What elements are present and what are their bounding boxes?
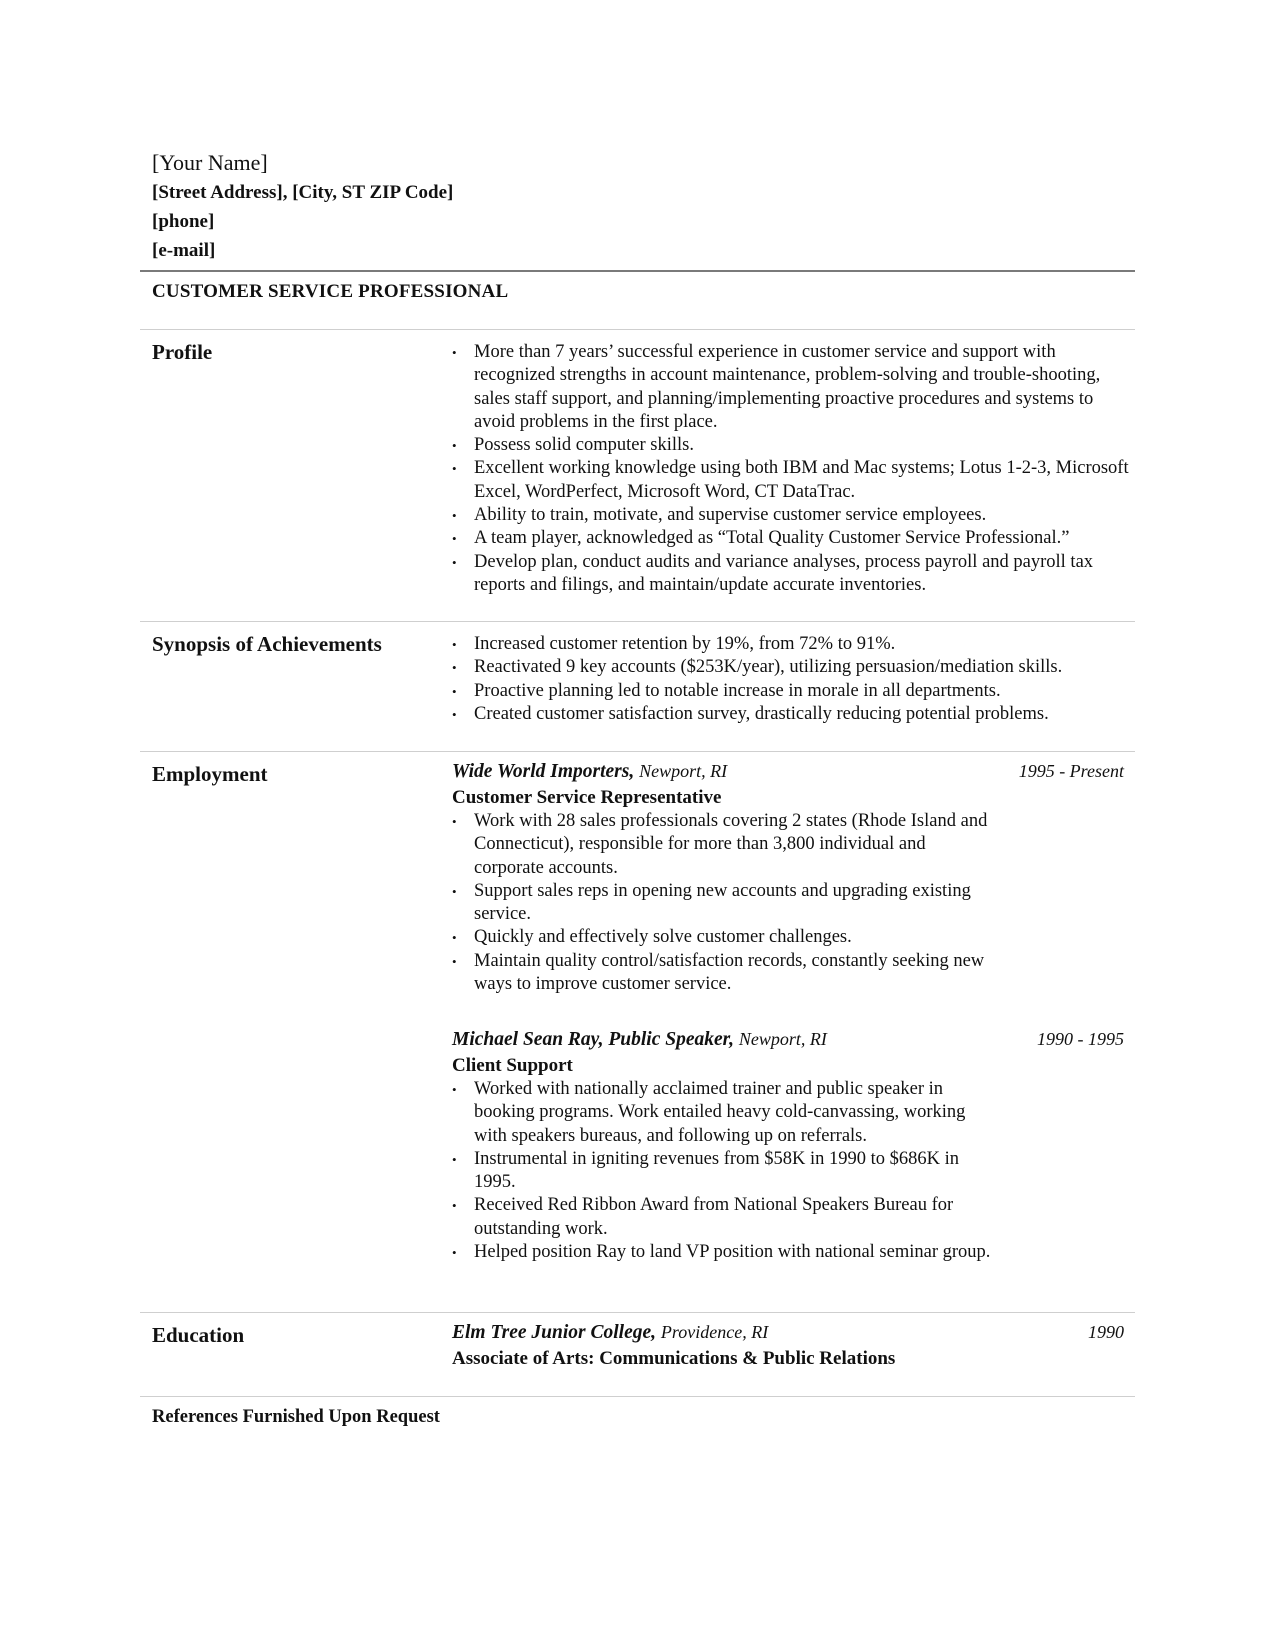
employment-dates: 1995 - Present <box>1018 761 1124 781</box>
list-item: • Increased customer retention by 19%, from 72% to 91%. <box>452 633 1132 656</box>
employer-name: Michael Sean Ray, Public Speaker, <box>452 1029 735 1050</box>
list-item: • Created customer satisfaction survey, drastically reducing potential problems. <box>452 703 1132 726</box>
profile-bullet-list <box>452 341 1132 597</box>
education-content <box>452 1322 1132 1371</box>
employer-location: Newport, RI <box>639 761 728 781</box>
section-divider <box>140 751 1135 752</box>
list-item: • Ability to train, motivate, and supervise customer service employees. <box>452 504 1132 527</box>
job-bullet-list <box>452 1078 992 1264</box>
references-note: References Furnished Upon Request <box>152 1407 440 1427</box>
list-item: • Maintain quality control/satisfaction records, constantly seeking new ways to improve customer service. <box>452 950 992 997</box>
list-item: • A team player, acknowledged as “Total Quality Customer Service Professional.” <box>452 527 1132 550</box>
header-divider <box>140 270 1135 272</box>
job-title: Customer Service Representative <box>452 787 722 808</box>
profile-content <box>452 341 1132 597</box>
contact-header <box>152 148 453 265</box>
list-item: • Proactive planning led to notable increase in morale in all departments. <box>452 680 1132 703</box>
achievements-content <box>452 633 1132 726</box>
list-item: • Quickly and effectively solve customer challenges. <box>452 926 992 949</box>
section-label-employment: Employment <box>152 762 268 786</box>
degree: Associate of Arts: Communications & Public Relations <box>452 1348 896 1369</box>
achievements-bullet-list <box>452 633 1132 726</box>
list-item: • More than 7 years’ successful experience in customer service and support with recognized strengths in account maintenance, problem-solving and trouble-shooting, sales staff support, and planning/implementing proactive procedures and systems to avoid problems in the first place. <box>452 341 1132 434</box>
job-bullet-list <box>452 810 992 996</box>
list-item: • Possess solid computer skills. <box>452 434 1132 457</box>
section-label-achievements: Synopsis of Achievements <box>152 632 382 656</box>
list-item: • Reactivated 9 key accounts ($253K/year), utilizing persuasion/mediation skills. <box>452 656 1132 679</box>
job-title: Client Support <box>452 1055 573 1076</box>
employment-job-1 <box>452 761 1132 996</box>
school-name: Elm Tree Junior College, <box>452 1322 657 1343</box>
list-item: • Helped position Ray to land VP position with national seminar group. <box>452 1241 992 1264</box>
employment-dates: 1990 - 1995 <box>1037 1029 1124 1049</box>
list-item: • Instrumental in igniting revenues from $58K in 1990 to $686K in 1995. <box>452 1148 992 1195</box>
phone: [phone] <box>152 211 215 232</box>
graduation-year: 1990 <box>1088 1322 1124 1342</box>
list-item: • Develop plan, conduct audits and variance analyses, process payroll and payroll tax reports and filings, and maintain/update accurate inventories. <box>452 551 1132 598</box>
list-item: • Worked with nationally acclaimed trainer and public speaker in booking programs. Work entailed heavy cold-canvassing, working with speakers bureaus, and following up on referrals. <box>452 1078 992 1148</box>
section-divider <box>140 1396 1135 1397</box>
section-divider <box>140 329 1135 330</box>
employer-name: Wide World Importers, <box>452 761 635 782</box>
objective-title: CUSTOMER SERVICE PROFESSIONAL <box>152 281 509 302</box>
street-address: [Street Address], [City, ST ZIP Code] <box>152 182 454 203</box>
email: [e-mail] <box>152 240 216 261</box>
employer-location: Newport, RI <box>738 1029 827 1049</box>
list-item: • Received Red Ribbon Award from National Speakers Bureau for outstanding work. <box>452 1194 992 1241</box>
list-item: • Work with 28 sales professionals covering 2 states (Rhode Island and Connecticut), responsible for more than 3,800 individual and corporate accounts. <box>452 810 992 880</box>
section-label-education: Education <box>152 1323 245 1347</box>
list-item: • Excellent working knowledge using both IBM and Mac systems; Lotus 1-2-3, Microsoft Excel, WordPerfect, Microsoft Word, CT DataTrac. <box>452 457 1132 504</box>
list-item: • Support sales reps in opening new accounts and upgrading existing service. <box>452 880 992 927</box>
section-divider <box>140 1312 1135 1313</box>
education-header <box>452 1322 1132 1347</box>
applicant-name: [Your Name] <box>152 150 268 175</box>
school-location: Providence, RI <box>660 1322 769 1342</box>
job-header <box>452 1029 1132 1054</box>
section-label-profile: Profile <box>152 340 213 364</box>
section-divider <box>140 621 1135 622</box>
employment-job-2 <box>452 1029 1132 1264</box>
job-header <box>452 761 1132 786</box>
